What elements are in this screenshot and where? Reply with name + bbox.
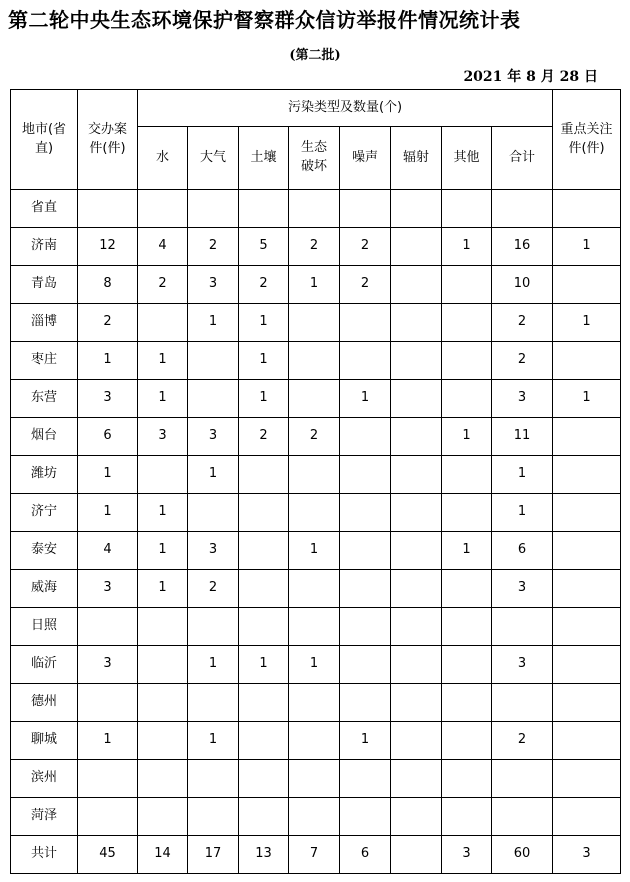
table-cell [188,798,239,836]
header-noise: 噪声 [340,127,391,190]
table-cell: 2 [492,304,553,342]
table-cell: 17 [188,836,239,874]
table-cell [340,570,391,608]
table-cell [442,684,492,722]
table-cell [289,722,340,760]
header-ecological-damage: 生态破坏 [289,127,340,190]
table-cell: 8 [78,266,138,304]
table-cell: 2 [340,228,391,266]
table-cell [442,646,492,684]
table-cell [553,684,621,722]
table-cell [138,798,188,836]
table-cell [442,342,492,380]
table-cell [239,456,289,494]
table-cell [78,608,138,646]
table-row [11,380,621,418]
table-cell: 4 [138,228,188,266]
table-cell [553,608,621,646]
table-cell: 5 [239,228,289,266]
table-cell: 13 [239,836,289,874]
table-cell: 1 [138,342,188,380]
table-row [11,228,621,266]
table-cell: 3 [492,570,553,608]
table-cell [340,342,391,380]
table-cell [492,684,553,722]
table-cell [391,570,442,608]
table-cell: 1 [442,228,492,266]
table-cell [391,646,442,684]
table-cell: 2 [138,266,188,304]
table-cell: 1 [289,266,340,304]
row-city-cell: 青岛 [11,266,78,304]
table-cell [391,532,442,570]
table-cell [188,342,239,380]
table-row [11,760,621,798]
table-cell: 1 [188,646,239,684]
table-cell [442,266,492,304]
row-city-cell: 共计 [11,836,78,874]
header-other: 其他 [442,127,492,190]
header-soil: 土壤 [239,127,289,190]
header-cases: 交办案件(件) [78,90,138,190]
table-cell [138,722,188,760]
table-cell: 1 [138,380,188,418]
table-cell: 1 [78,342,138,380]
table-cell [289,380,340,418]
table-cell [553,494,621,532]
table-cell [138,456,188,494]
table-cell: 11 [492,418,553,456]
table-cell [442,494,492,532]
table-row [11,608,621,646]
table-cell [138,608,188,646]
table-cell: 3 [442,836,492,874]
table-cell: 1 [239,380,289,418]
table-cell: 1 [492,494,553,532]
header-total: 合计 [492,127,553,190]
table-row [11,266,621,304]
table-cell [442,722,492,760]
table-cell [553,456,621,494]
table-cell [442,456,492,494]
table-cell [391,418,442,456]
table-body [11,190,621,874]
table-cell [239,722,289,760]
table-cell [553,760,621,798]
table-cell [289,494,340,532]
table-cell [340,304,391,342]
table-cell [492,190,553,228]
table-cell [391,798,442,836]
table-cell: 2 [289,228,340,266]
table-cell [138,760,188,798]
table-cell [442,798,492,836]
table-cell: 1 [239,342,289,380]
table-cell [340,190,391,228]
table-row [11,190,621,228]
row-city-cell: 威海 [11,570,78,608]
table-cell [553,266,621,304]
table-cell [239,798,289,836]
table-cell: 1 [289,646,340,684]
document-title: 第二轮中央生态环境保护督察群众信访举报件情况统计表 [8,8,521,32]
table-cell [442,760,492,798]
table-cell [289,342,340,380]
table-row [11,646,621,684]
table-cell: 7 [289,836,340,874]
table-cell: 1 [553,380,621,418]
table-cell: 1 [553,228,621,266]
table-cell [340,646,391,684]
table-cell: 1 [78,456,138,494]
table-row [11,798,621,836]
table-cell: 1 [442,418,492,456]
table-cell [553,722,621,760]
table-cell [188,380,239,418]
table-cell [391,494,442,532]
table-cell [340,456,391,494]
table-cell: 3 [138,418,188,456]
table-cell: 2 [239,418,289,456]
table-cell: 1 [188,304,239,342]
table-cell: 6 [340,836,391,874]
table-row [11,304,621,342]
table-cell: 2 [188,570,239,608]
table-cell [239,190,289,228]
row-city-cell: 济宁 [11,494,78,532]
header-radiation: 辐射 [391,127,442,190]
table-cell [391,836,442,874]
table-cell: 1 [289,532,340,570]
table-cell [78,760,138,798]
row-city-cell: 济南 [11,228,78,266]
table-cell: 3 [188,266,239,304]
table-cell: 2 [340,266,391,304]
table-cell [188,494,239,532]
report-date: 2021 年 8 月 28 日 [463,69,598,85]
row-city-cell: 临沂 [11,646,78,684]
table-cell [442,570,492,608]
table-cell [553,798,621,836]
table-cell: 10 [492,266,553,304]
table-cell [340,760,391,798]
table-cell [553,646,621,684]
row-city-cell: 菏泽 [11,798,78,836]
header-key-focus: 重点关注件(件) [553,90,621,190]
row-city-cell: 潍坊 [11,456,78,494]
table-cell: 2 [492,722,553,760]
table-cell: 3 [78,570,138,608]
table-cell: 1 [78,722,138,760]
table-cell: 1 [138,532,188,570]
table-cell [492,608,553,646]
table-cell: 3 [492,380,553,418]
table-cell: 1 [340,722,391,760]
table-cell [391,266,442,304]
table-row [11,570,621,608]
header-air: 大气 [188,127,239,190]
table-cell: 1 [138,494,188,532]
table-cell [391,608,442,646]
table-cell: 1 [138,570,188,608]
table-cell [289,570,340,608]
table-cell [188,760,239,798]
batch-label: (第二批) [289,48,341,63]
table-cell [391,456,442,494]
table-cell [340,494,391,532]
table-cell [391,190,442,228]
table-cell: 1 [340,380,391,418]
table-cell: 3 [492,646,553,684]
table-cell [391,380,442,418]
table-cell [138,684,188,722]
table-cell [138,304,188,342]
table-cell: 1 [188,456,239,494]
row-city-cell: 烟台 [11,418,78,456]
table-row [11,684,621,722]
table-cell [492,798,553,836]
table-cell: 1 [239,646,289,684]
table-cell [78,684,138,722]
row-city-cell: 聊城 [11,722,78,760]
row-city-cell: 枣庄 [11,342,78,380]
header-pollution-group: 污染类型及数量(个) [138,90,553,127]
table-row [11,456,621,494]
table-cell: 1 [553,304,621,342]
table-cell [239,760,289,798]
row-city-cell: 淄博 [11,304,78,342]
table-cell: 3 [78,380,138,418]
table-cell: 4 [78,532,138,570]
table-cell [553,190,621,228]
row-city-cell: 省直 [11,190,78,228]
table-cell: 2 [78,304,138,342]
table-cell [442,304,492,342]
table-cell [289,190,340,228]
table-row [11,494,621,532]
table-cell: 2 [188,228,239,266]
table-cell: 1 [188,722,239,760]
table-cell [289,684,340,722]
table-cell [188,684,239,722]
row-city-cell: 德州 [11,684,78,722]
table-cell [340,418,391,456]
table-cell: 6 [492,532,553,570]
table-cell: 12 [78,228,138,266]
table-row [11,342,621,380]
table-cell [239,608,289,646]
table-cell [442,608,492,646]
table-cell [289,760,340,798]
table-cell: 3 [188,532,239,570]
table-cell [391,722,442,760]
header-water: 水 [138,127,188,190]
table-cell: 3 [553,836,621,874]
table-cell [289,304,340,342]
table-cell: 60 [492,836,553,874]
table-cell: 45 [78,836,138,874]
table-cell [289,798,340,836]
table-cell: 1 [442,532,492,570]
table-cell [340,798,391,836]
table-cell [239,532,289,570]
table-cell [289,456,340,494]
table-total-row [11,836,621,874]
table-cell [391,760,442,798]
table-cell [340,532,391,570]
table-cell [391,304,442,342]
table-cell [442,190,492,228]
table-cell [340,608,391,646]
table-header [11,90,621,190]
table-cell [553,418,621,456]
table-cell: 16 [492,228,553,266]
table-cell: 1 [492,456,553,494]
table-cell [553,342,621,380]
table-cell [188,190,239,228]
row-city-cell: 滨州 [11,760,78,798]
table-cell: 1 [239,304,289,342]
table-cell [442,380,492,418]
table-cell [391,684,442,722]
table-cell [239,570,289,608]
table-row [11,532,621,570]
table-cell: 14 [138,836,188,874]
table-cell [188,608,239,646]
table-cell: 3 [188,418,239,456]
table-row [11,722,621,760]
table-cell [391,342,442,380]
table-cell [239,494,289,532]
row-city-cell: 东营 [11,380,78,418]
table-cell: 2 [289,418,340,456]
table-cell [289,608,340,646]
row-city-cell: 日照 [11,608,78,646]
table-cell: 2 [239,266,289,304]
statistics-table [10,89,621,874]
table-cell: 2 [492,342,553,380]
table-cell [492,760,553,798]
table-cell: 6 [78,418,138,456]
table-cell [239,684,289,722]
table-cell [340,684,391,722]
table-cell [138,190,188,228]
table-cell [553,532,621,570]
header-city: 地市(省直) [11,90,78,190]
table-cell: 3 [78,646,138,684]
table-row [11,418,621,456]
table-cell [553,570,621,608]
row-city-cell: 泰安 [11,532,78,570]
table-cell [138,646,188,684]
table-cell [391,228,442,266]
table-cell [78,798,138,836]
table-cell [78,190,138,228]
table-cell: 1 [78,494,138,532]
